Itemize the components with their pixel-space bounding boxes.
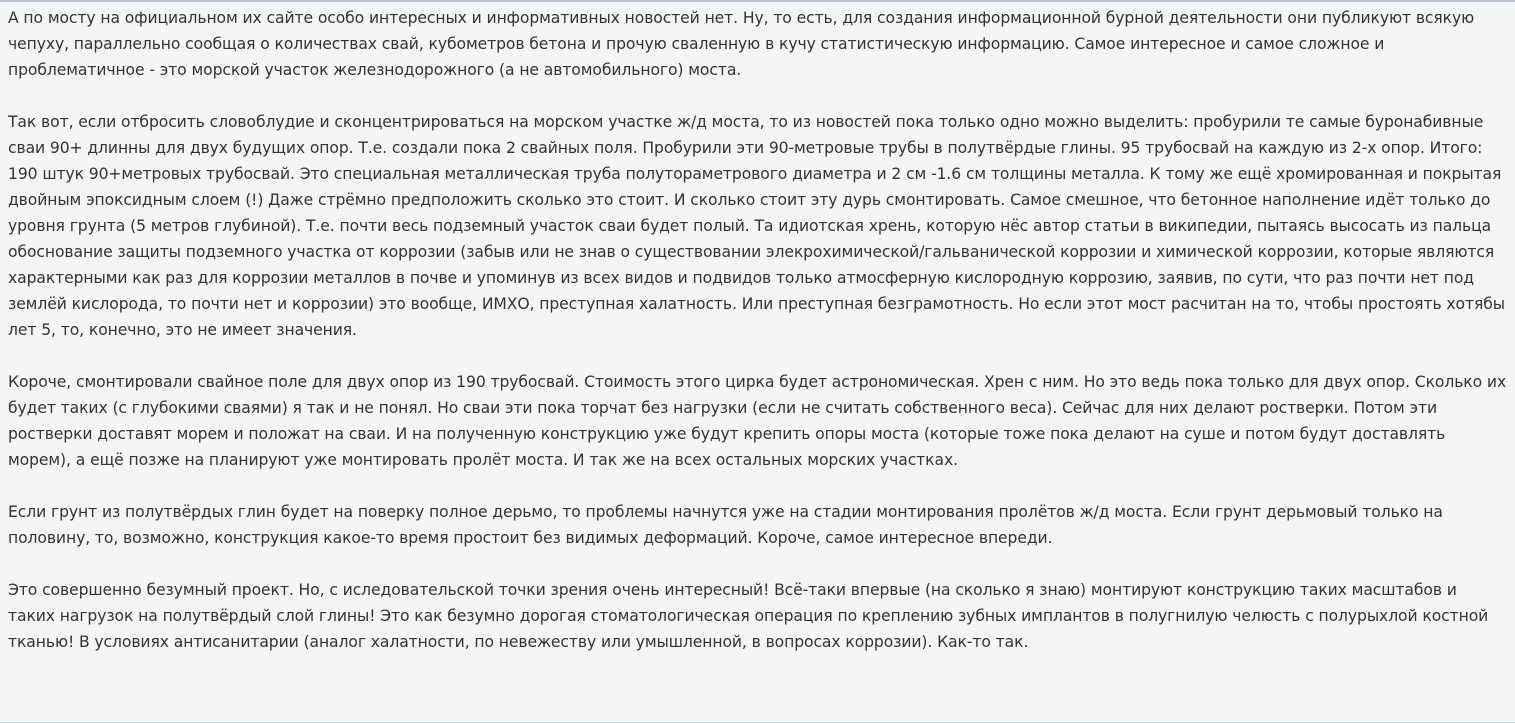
post-paragraph-5: Это совершенно безумный проект. Но, с иследовательской точки зрения очень интересный! Всё-таки впервые (на сколько я знаю) монтируют конструкцию таких масштабов и таких нагрузок на полутвёрдый слой глины! Это как безумно дорогая стоматологическая операция по креплению зубных имплантов в полугнилую челюсть с полурыхлой костной тканью! В условиях антисанитарии (аналог халатности, по невежеству или умышленной, в вопросах коррозии). Как-то так.	[8, 581, 1489, 651]
post-paragraph-3: Короче, смонтировали свайное поле для двух опор из 190 трубосвай. Стоимость этого цирка будет астрономическая. Хрен с ним. Но это ведь пока только для двух опор. Сколько их будет таких (с глубокими сваями) я так и не понял. Но сваи эти пока торчат без нагрузки (если не считать собственного веса). Сейчас для них делают ростверки. Потом эти ростверки доставят морем и положат на сваи. И на полученную конструкцию уже будут крепить опоры моста (которые тоже пока делают на суше и потом будут доставлять морем), а ещё позже на планируют уже монтировать пролёт моста. И так же на всех остальных морских участках.	[8, 373, 1507, 469]
post-paragraph-1: А по мосту на официальном их сайте особо интересных и информативных новостей нет. Ну, то есть, для создания информационной бурной деятельности они публикуют всякую чепуху, параллельно сообщая о количествах свай, кубометров бетона и прочую сваленную в кучу статистическую информацию. Самое интересное и самое сложное и проблематичное - это морской участок железнодорожного (а не автомобильного) моста.	[8, 9, 1475, 79]
post-paragraph-4: Если грунт из полутвёрдых глин будет на поверку полное дерьмо, то проблемы начнутся уже на стадии монтирования пролётов ж/д моста. Если грунт дерьмовый только на половину, то, возможно, конструкция какое-то время простоит без видимых деформаций. Короче, самое интересное впереди.	[8, 503, 1443, 547]
post-paragraph-2: Так вот, если отбросить словоблудие и сконцентрироваться на морском участке ж/д моста, то из новостей пока только одно можно выделить: пробурили те самые буронабивные сваи 90+ длинны для двух будущих опор. Т.е. создали пока 2 свайных поля. Пробурили эти 90-метровые трубы в полутвёрдые глины. 95 трубосвай на каждую из 2-х опор. Итого: 190 штук 90+метровых трубосвай. Это специальная металлическая труба полутораметрового диаметра и 2 см -1.6 см толщины металла. К тому же ещё хромированная и покрытая двойным эпоксидным слоем (!) Даже стрёмно предположить сколько это стоит. И сколько стоит эту дурь смонтировать. Самое смешное, что бетонное наполнение идёт только до уровня грунта (5 метров глубиной). Т.е. почти весь подземный участок сваи будет полый. Та идиотская хрень, которую нёс автор статьи в википедии, пытаясь высосать из пальца обоснование защиты подземного участка от коррозии (забыв или не знав о существовании элекрохимической/гальванической коррозии и химической коррозии, которые являются характерными как раз для коррозии металлов в почве и упоминув из всех видов и подвидов только атмосферную кислородную коррозию, заявив, по сути, что раз почти нет под землёй кислорода, то почти нет и коррозии) это вообще, ИМХО, преступная халатность. Или преступная безграмотность. Но если этот мост расчитан на то, чтобы простоять хотябы лет 5, то, конечно, это не имеет значения.	[8, 113, 1505, 339]
